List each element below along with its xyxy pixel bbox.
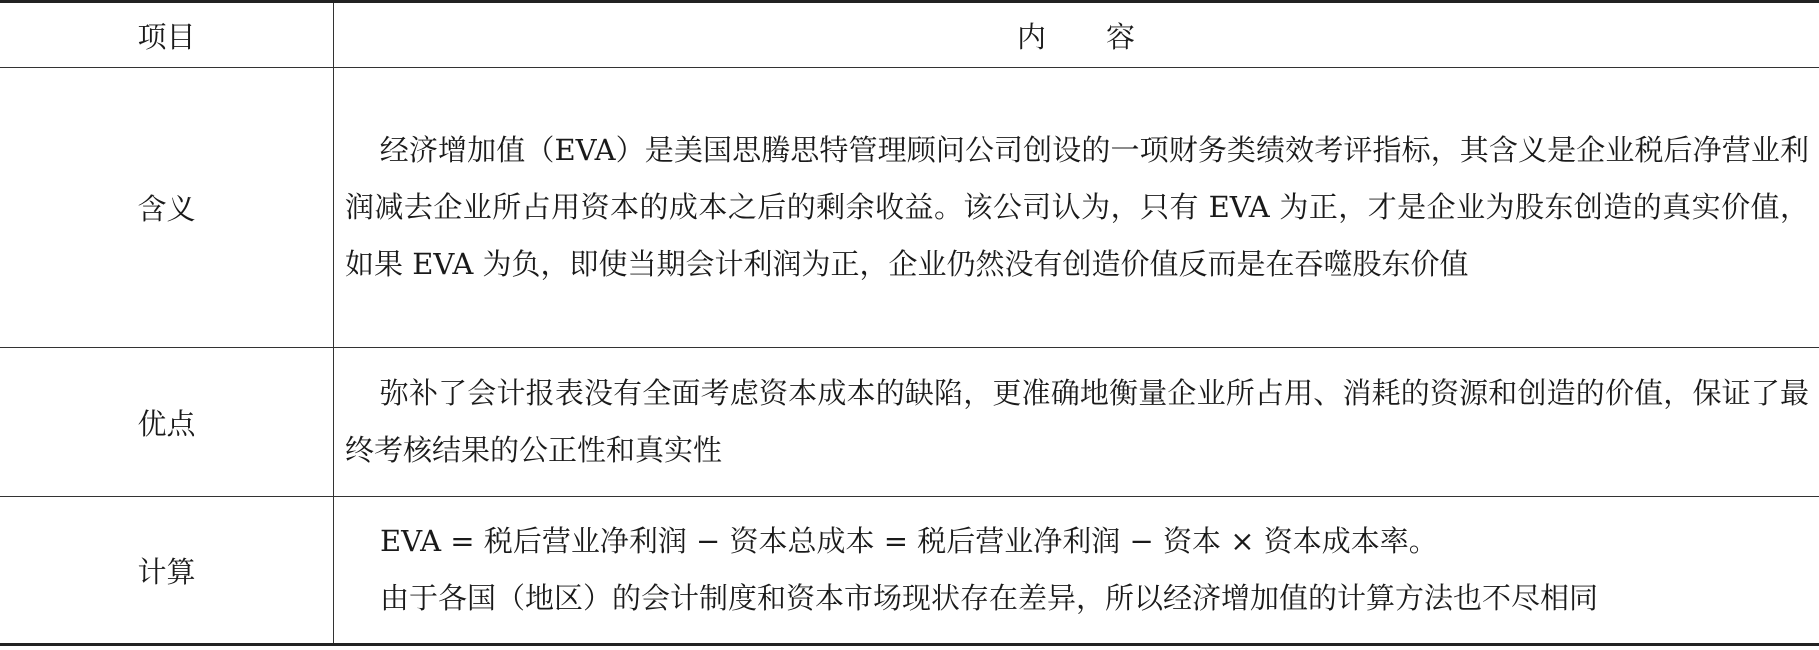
calc-formula: EVA = 税后营业净利润 − 资本总成本 = 税后营业净利润 − 资本 × 资本成本率。 (380, 524, 1438, 558)
table-row (0, 68, 1819, 348)
row-label-meaning: 含义 (0, 68, 334, 348)
row-content-meaning (334, 68, 1819, 348)
table-row (0, 348, 1819, 497)
header-content: 内容 (334, 2, 1819, 68)
row-content-advantage (334, 348, 1819, 497)
advantage-text: 弥补了会计报表没有全面考虑资本成本的缺陷，更准确地衡量企业所占用、消耗的资源和创造的价值，保证了最终考核结果的公正性和真实性 (345, 376, 1809, 467)
row-label-calc: 计算 (0, 497, 334, 645)
table-header-row (0, 2, 1819, 68)
row-label-advantage: 优点 (0, 348, 334, 497)
table-row (0, 497, 1819, 645)
calc-note: 由于各国（地区）的会计制度和资本市场现状存在差异，所以经济增加值的计算方法也不尽相同 (380, 581, 1599, 615)
row-content-calc (334, 497, 1819, 645)
meaning-text: 经济增加值（EVA）是美国思腾思特管理顾问公司创设的一项财务类绩效考评指标，其含义是企业税后净营业利润减去企业所占用资本的成本之后的剩余收益。该公司认为，只有 EVA 为正，才是企业为股东创造的真实价值，如果 EVA 为负，即使当期会计利润为正，企业仍然没有创造价值反而是在吞噬股东价值 (345, 133, 1809, 281)
header-item: 项目 (0, 2, 334, 68)
